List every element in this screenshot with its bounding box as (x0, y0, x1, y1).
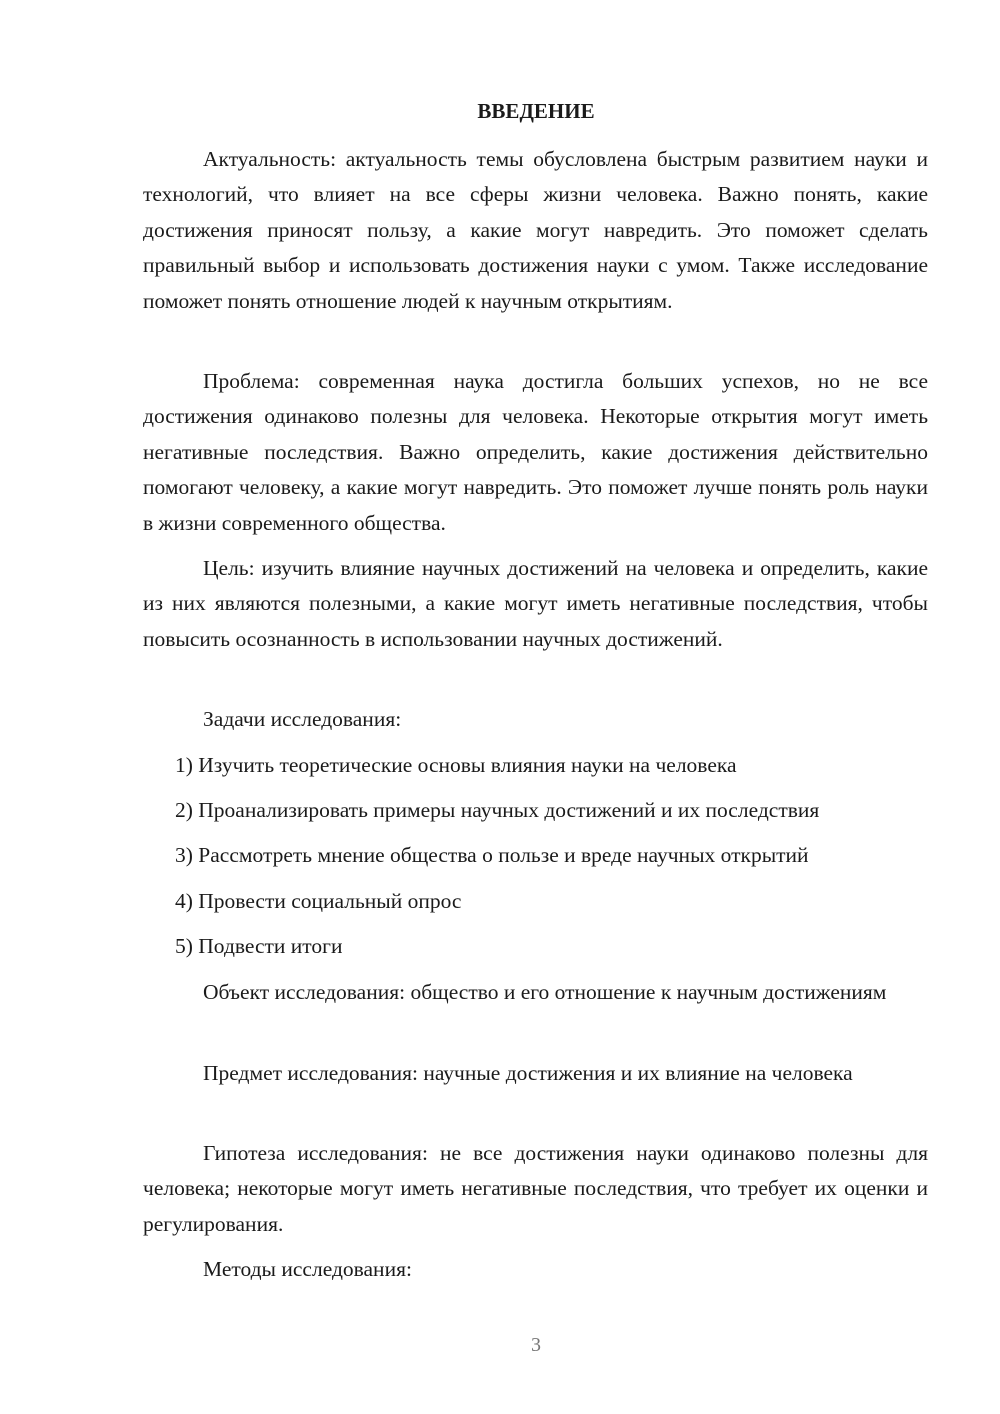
task-item-5: 5) Подвести итоги (175, 934, 343, 958)
goal-paragraph: Цель: изучить влияние научных достижений на человека и определить, какие из них являются полезными, а какие могут иметь негативные последствия, чтобы повысить осознанность в использовании научных достижений. (143, 556, 928, 651)
task-item-2: 2) Проанализировать примеры научных достижений и их последствия (175, 798, 820, 822)
problem-paragraph: Проблема: современная наука достигла больших успехов, но не все достижения одинаково полезны для человека. Некоторые открытия могут иметь негативные последствия. Важно определить, какие достижения действительно помогают человеку, а какие могут навредить. Это поможет лучше понять роль науки в жизни современного общества. (143, 369, 928, 535)
task-item-1: 1) Изучить теоретические основы влияния науки на человека (175, 753, 737, 777)
relevance-paragraph: Актуальность: актуальность темы обусловлена быстрым развитием науки и технологий, что влияет на все сферы жизни человека. Важно понять, какие достижения приносят пользу, а какие могут навредить. Это поможет сделать правильный выбор и использовать достижения науки с умом. Также исследование поможет понять отношение людей к научным открытиям. (143, 147, 928, 313)
subject-paragraph: Предмет исследования: научные достижения и их влияние на человека (203, 1061, 853, 1085)
task-item-4: 4) Провести социальный опрос (175, 889, 462, 913)
methods-heading: Методы исследования: (203, 1257, 412, 1281)
page-number: 3 (531, 1334, 541, 1356)
hypothesis-paragraph: Гипотеза исследования: не все достижения науки одинаково полезны для человека; некоторые могут иметь негативные последствия, что требует их оценки и регулирования. (143, 1141, 928, 1236)
tasks-heading: Задачи исследования: (203, 707, 402, 731)
object-paragraph: Объект исследования: общество и его отношение к научным достижениям (203, 980, 887, 1004)
task-item-3: 3) Рассмотреть мнение общества о пользе и вреде научных открытий (175, 843, 809, 867)
section-title: ВВЕДЕНИЕ (477, 99, 595, 123)
